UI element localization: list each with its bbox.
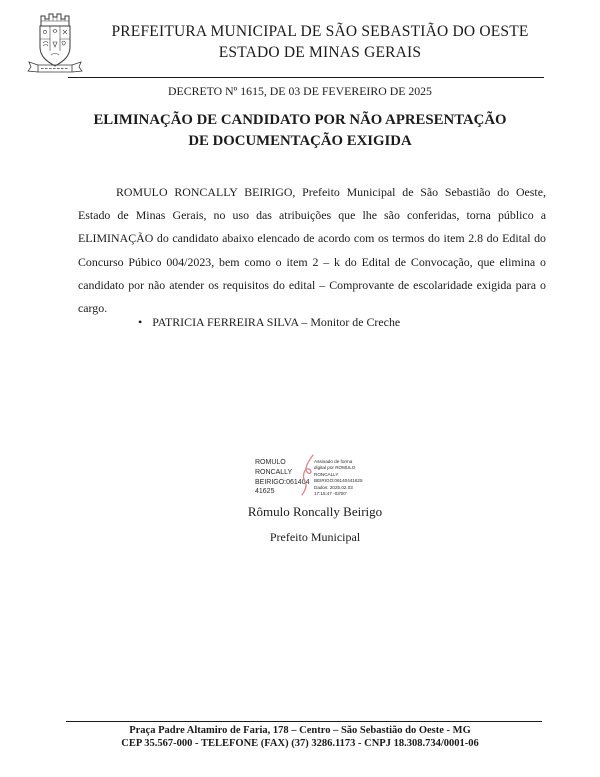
header-divider [68, 77, 544, 78]
decree-number-line: DECRETO Nº 1615, DE 03 DE FEVEREIRO DE 2025 [168, 84, 432, 98]
footer [0, 725, 600, 751]
stamp-right-line: Dados: 2025.02.03 [314, 484, 353, 490]
footer-divider [66, 721, 542, 722]
footer-contact-line: CEP 35.567-000 - TELEFONE (FAX) (37) 3286.1173 - CNPJ 18.308.734/0001-06 [121, 737, 479, 749]
org-state-line: ESTADO DE MINAS GERAIS [218, 44, 422, 61]
org-name-line: PREFEITURA MUNICIPAL DE SÃO SEBASTIÃO DO OESTE [111, 23, 529, 40]
document-title-line1: ELIMINAÇÃO DE CANDIDATO POR NÃO APRESENTAÇÃO [93, 112, 507, 128]
stamp-right-line: 17:15:47 -03'00' [314, 491, 347, 497]
stamp-right-line: BEIRIGO:06140441625 [314, 478, 363, 484]
stamp-left-line: BEIRIGO:061404 [255, 478, 310, 486]
decree-body-paragraph: ROMULO RONCALLY BEIRIGO, Prefeito Municipal de São Sebastião do Oeste, Estado de Minas Gerais, no uso das atribuições que lhe são conferidas, torna público a ELIMINAÇÃO do candidato abaixo elencado de acordo com os termos do item 2.8 do Edital do Concurso Púbico 004/2023, bem como o item 2 – k do Edital de Convocação, que elimina o candidato por não atender os requisitos do edital – Comprovante de escolaridade exigida para o cargo. [78, 185, 546, 316]
document-title [60, 110, 540, 152]
stamp-left-line: 41625 [255, 488, 275, 496]
stamp-right-line: Assinado de forma [314, 459, 353, 464]
stamp-right-line: RONCALLY [314, 471, 339, 477]
stamp-left-line: RONCALLY [255, 468, 293, 476]
document-title-line2: DE DOCUMENTAÇÃO EXIGIDA [188, 133, 412, 149]
digital-signature-stamp-right [314, 459, 384, 497]
stamp-left-line: ROMULO [255, 459, 286, 466]
candidate-name-and-role: PATRICIA FERREIRA SILVA – Monitor de Creche [152, 315, 401, 329]
signer-name: Rômulo Roncally Beirigo [247, 504, 383, 519]
bullet-icon: • [138, 315, 143, 329]
signer-title: Prefeito Municipal [269, 530, 361, 544]
header [60, 21, 580, 63]
list-item [138, 315, 400, 330]
stamp-right-line: digital por ROMULO [314, 465, 356, 471]
footer-address-line: Praça Padre Altamiro de Faria, 178 – Centro – São Sebastião do Oeste - MG [129, 725, 471, 736]
